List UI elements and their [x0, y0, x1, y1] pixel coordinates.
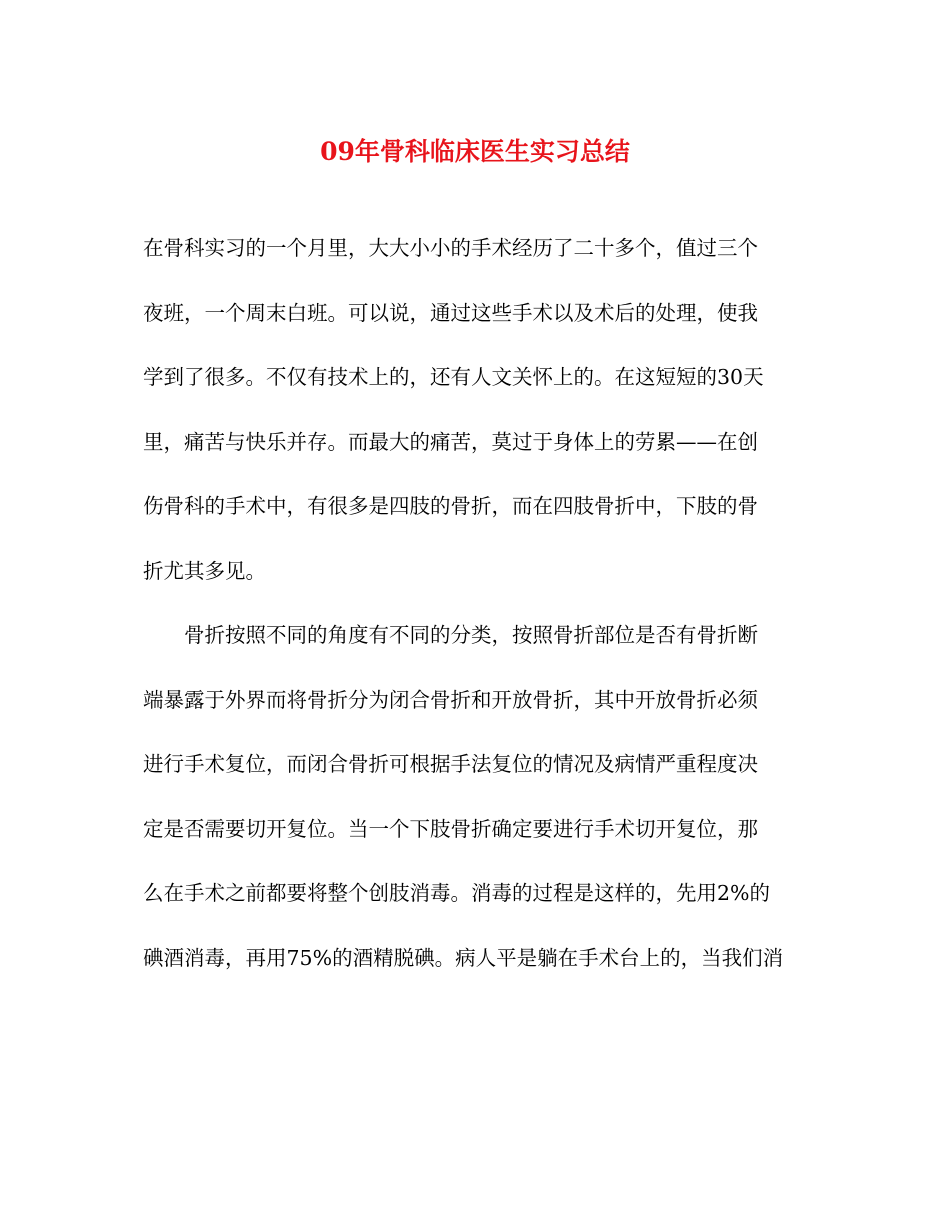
- text-line: 折尤其多见。: [143, 558, 266, 583]
- document-body: [143, 228, 823, 1002]
- text-line: 里，痛苦与快乐并存。而最大的痛苦，莫过于身体上的劳累——在创: [143, 429, 758, 454]
- text-line: 端暴露于外界而将骨折分为闭合骨折和开放骨折，其中开放骨折必须: [143, 687, 758, 712]
- text-line: 进行手术复位，而闭合骨折可根据手法复位的情况及病情严重程度决: [143, 752, 758, 776]
- paragraph-1: [143, 228, 823, 615]
- text-line: 夜班，一个周末白班。可以说，通过这些手术以及术后的处理，使我: [143, 300, 758, 325]
- text-line: 碘酒消毒，再用75%的酒精脱碘。病人平是躺在手术台上的，当我们消: [143, 945, 784, 970]
- text-line: 伤骨科的手术中，有很多是四肢的骨折，而在四肢骨折中，下肢的骨: [143, 494, 758, 518]
- text-line: 学到了很多。不仅有技术上的，还有人文关怀上的。在这短短的30天: [143, 365, 764, 389]
- document-title: 09年骨科临床医生实习总结: [320, 137, 630, 166]
- text-line: 定是否需要切开复位。当一个下肢骨折确定要进行手术切开复位，那: [143, 816, 758, 841]
- text-line: 么在手术之前都要将整个创肢消毒。消毒的过程是这样的，先用2%的: [143, 881, 771, 905]
- text-line: 骨折按照不同的角度有不同的分类，按照骨折部位是否有骨折断: [184, 623, 758, 647]
- text-line: 在骨科实习的一个月里，大大小小的手术经历了二十多个，值过三个: [143, 236, 758, 260]
- paragraph-2: [143, 615, 823, 1002]
